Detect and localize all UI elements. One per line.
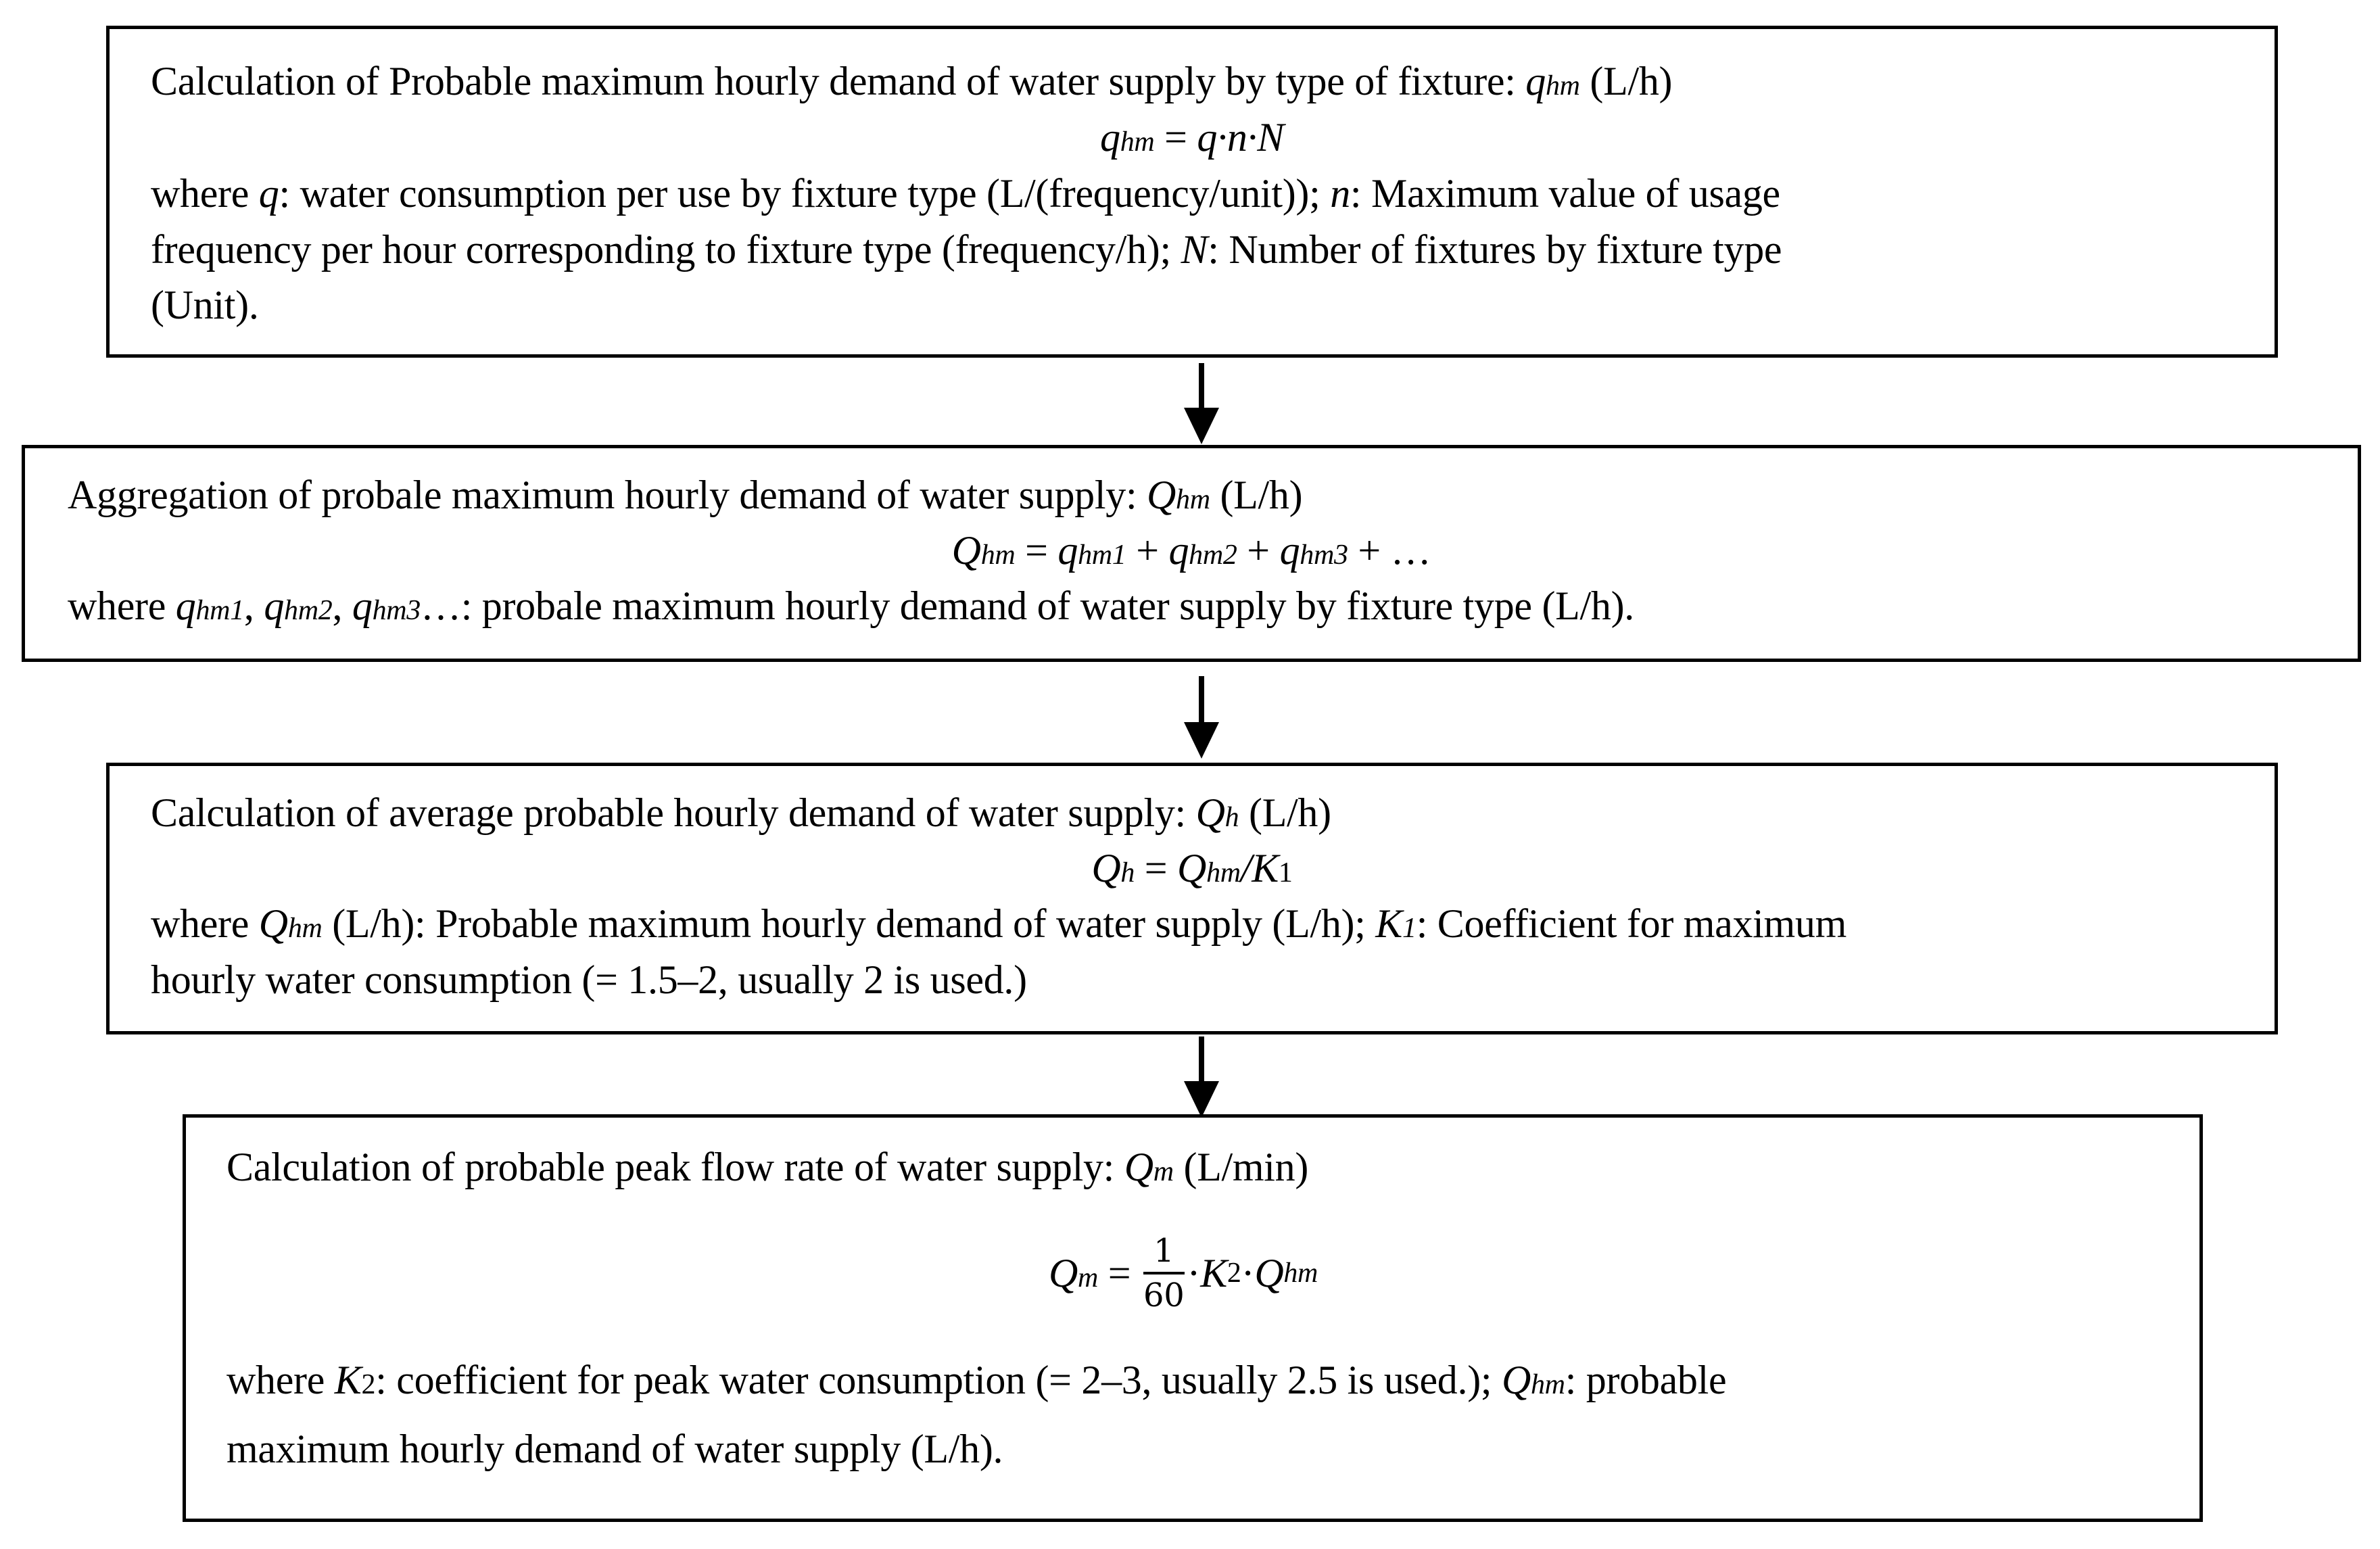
term: Q: [1254, 1250, 1284, 1295]
formula-lhs-sub: h: [1120, 857, 1135, 888]
step-2-box: [22, 445, 2361, 662]
var: Q: [258, 901, 288, 946]
step-4-title-var: Q: [1124, 1145, 1153, 1189]
fraction: [1143, 1231, 1184, 1315]
term-sub: hm: [1206, 857, 1241, 888]
term-sub: hm1: [1078, 540, 1126, 571]
formula-lhs-sub: m: [1078, 1262, 1099, 1293]
formula-equals: =: [1098, 1250, 1141, 1295]
var: n: [1330, 171, 1350, 216]
step-2-title-var: Q: [1147, 473, 1176, 517]
formula-rhs: q·n·N: [1197, 115, 1284, 160]
term-sub: hm3: [1300, 540, 1348, 571]
step-4-box: [183, 1114, 2203, 1522]
var: q: [264, 583, 285, 628]
formula-lhs-sub: hm: [980, 540, 1016, 571]
formula-lhs-sub: hm: [1120, 126, 1155, 158]
var: q: [258, 171, 279, 216]
step-3-title-var: Q: [1195, 790, 1225, 835]
var: Q: [1501, 1358, 1531, 1402]
multiply-dot: ·: [1241, 1250, 1255, 1295]
var: K: [334, 1358, 362, 1402]
var-sub: hm: [1530, 1369, 1565, 1400]
step-2-title-text: Aggregation of probale maximum hourly demand of water supply:: [68, 473, 1147, 517]
text: : Coefficient for maximum: [1416, 901, 1847, 946]
term: q: [1168, 528, 1189, 573]
text: : Maximum value of usage: [1350, 171, 1780, 216]
formula-equals: =: [1154, 115, 1197, 160]
var: q: [352, 583, 373, 628]
text: where: [68, 583, 176, 628]
term-sub: 1: [1278, 857, 1293, 888]
step-3-title-text: Calculation of average probable hourly demand of water supply:: [151, 790, 1196, 835]
ellipsis: + …: [1348, 528, 1431, 573]
text: …: probale maximum hourly demand of water supply by fixture type (L/h).: [421, 583, 1634, 628]
term-sub: 2: [1227, 1258, 1241, 1289]
step-2-title-var-sub: hm: [1176, 484, 1210, 515]
multiply-dot: ·: [1187, 1250, 1201, 1295]
step-1-title-var-sub: hm: [1545, 70, 1580, 101]
text: : Number of fixtures by fixture type: [1208, 227, 1782, 272]
text: : probable: [1565, 1358, 1727, 1402]
fraction-bar: [1143, 1272, 1184, 1274]
plus: +: [1126, 528, 1169, 573]
step-1-where-line-2: [151, 222, 1782, 278]
formula-lhs: q: [1100, 115, 1120, 160]
text: where: [151, 901, 259, 946]
step-4-title-text: Calculation of probable peak flow rate of water supply:: [227, 1145, 1124, 1189]
step-3-formula: [110, 840, 2275, 901]
var: q: [175, 583, 196, 628]
var-sub: hm3: [372, 595, 421, 626]
step-1-title: [151, 53, 1672, 114]
divide: /: [1240, 846, 1252, 890]
fraction-denominator: 60: [1143, 1277, 1185, 1314]
step-4-title: [227, 1139, 1308, 1200]
var: N: [1181, 227, 1208, 272]
text: hourly water consumption (= 1.5–2, usually 2 is used.): [151, 957, 1027, 1002]
step-3-title: [151, 785, 1331, 846]
step-2-formula: [25, 523, 2358, 583]
step-2-title: [68, 467, 1302, 528]
var-sub: hm: [287, 913, 323, 944]
step-4-title-var-sub: m: [1153, 1156, 1174, 1187]
step-3-where-line-2: [151, 952, 1027, 1008]
fraction-numerator: 1: [1153, 1232, 1174, 1270]
step-4-where-line-1: [227, 1352, 1726, 1413]
formula-lhs: Q: [1091, 846, 1121, 890]
step-4-where-line-2: [227, 1421, 1003, 1477]
formula-equals: =: [1015, 528, 1058, 573]
step-1-where-line-1: [151, 166, 1780, 222]
var-sub: 2: [361, 1369, 376, 1400]
text: where: [227, 1358, 335, 1402]
plus: +: [1237, 528, 1280, 573]
var: K: [1375, 901, 1403, 946]
step-1-title-unit: (L/h): [1579, 59, 1673, 103]
text: : water consumption per use by fixture type (L/(frequency/unit));: [279, 171, 1331, 216]
text: (Unit).: [151, 283, 259, 327]
text: maximum hourly demand of water supply (L/h).: [227, 1427, 1003, 1471]
step-4-formula: [1049, 1231, 1318, 1315]
step-3-box: [106, 763, 2278, 1034]
formula-lhs: Q: [1049, 1250, 1078, 1295]
term: q: [1279, 528, 1300, 573]
formula-lhs-group: [1049, 1250, 1098, 1297]
step-2-title-unit: (L/h): [1210, 473, 1303, 517]
var-sub: hm2: [284, 595, 333, 626]
step-3-where-line-1: [151, 896, 1847, 957]
term: K: [1252, 846, 1279, 890]
step-1-box: [106, 26, 2278, 358]
term: q: [1057, 528, 1078, 573]
text: where: [151, 171, 259, 216]
step-3-title-var-sub: h: [1224, 802, 1239, 833]
text: : coefficient for peak water consumption (= 2–3, usually 2.5 is used.);: [375, 1358, 1502, 1402]
text: frequency per hour corresponding to fixture type (frequency/h);: [151, 227, 1181, 272]
formula-equals: =: [1135, 846, 1178, 890]
step-4-title-unit: (L/min): [1173, 1145, 1309, 1189]
step-1-formula: [110, 110, 2275, 170]
formula-lhs: Q: [951, 528, 981, 573]
step-2-where-line-1: [68, 578, 1634, 639]
text: ,: [332, 583, 352, 628]
term: K: [1200, 1250, 1227, 1295]
var-sub: 1: [1402, 913, 1417, 944]
term-sub: hm: [1283, 1258, 1318, 1289]
term-sub: hm2: [1189, 540, 1237, 571]
step-1-title-text: Calculation of Probable maximum hourly demand of water supply by type of fixture:: [151, 59, 1526, 103]
step-3-title-unit: (L/h): [1239, 790, 1331, 835]
step-1-where-line-3: [151, 277, 259, 333]
var-sub: hm1: [195, 595, 244, 626]
term: Q: [1177, 846, 1207, 890]
step-1-title-var: q: [1525, 59, 1546, 103]
text: ,: [243, 583, 264, 628]
text: (L/h): Probable maximum hourly demand of water supply (L/h);: [322, 901, 1376, 946]
